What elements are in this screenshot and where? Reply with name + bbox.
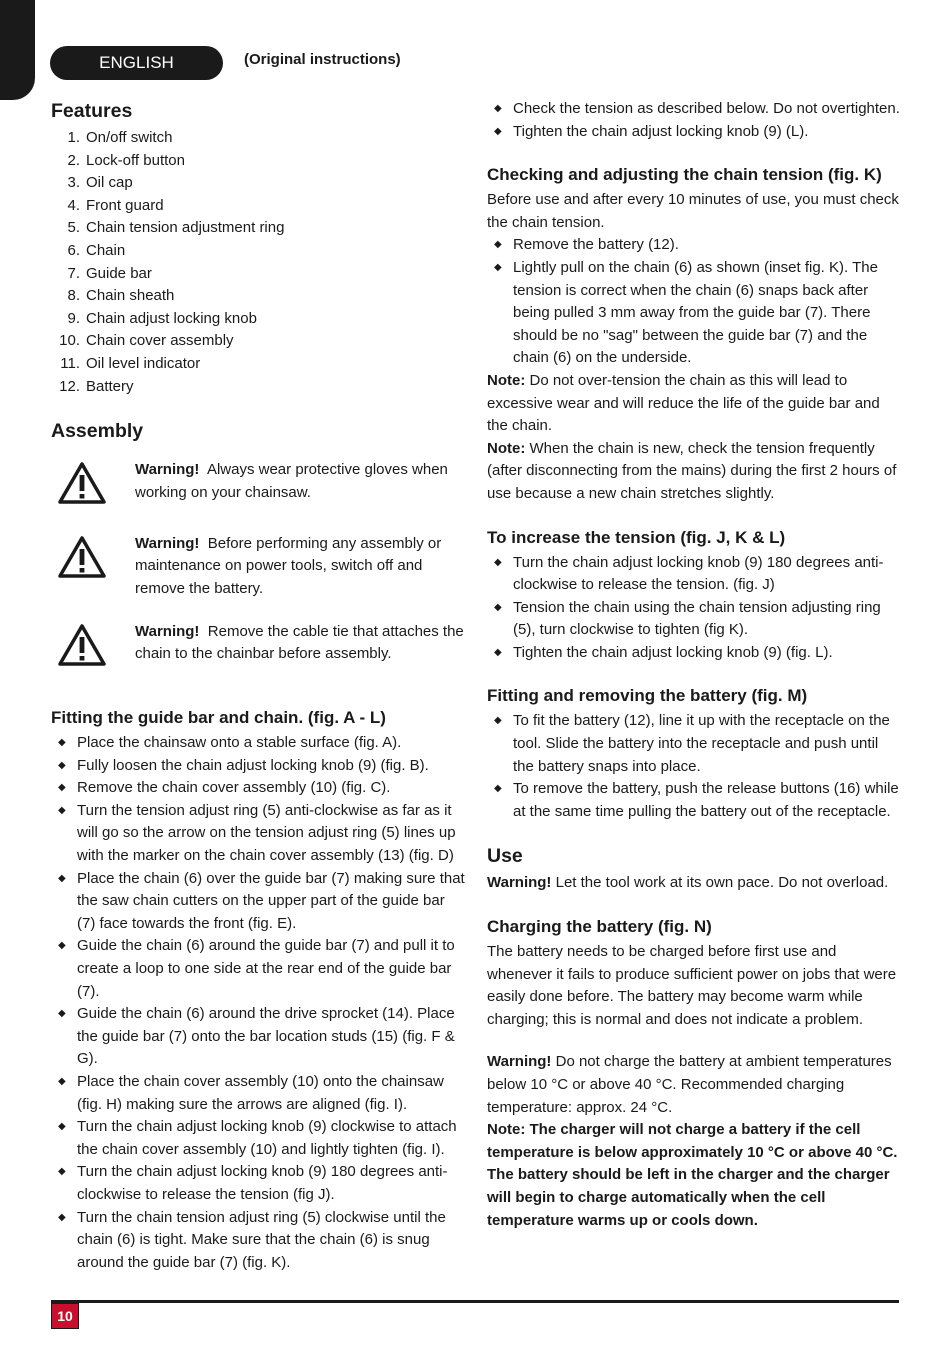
features-list [51, 127, 466, 398]
feature-label: Lock-off button [86, 151, 185, 169]
charging-heading: Charging the battery (fig. N) [487, 917, 712, 937]
list-item [51, 777, 466, 800]
diamond-bullet-icon: ◆ [58, 1211, 66, 1223]
list-item [51, 1116, 466, 1161]
list-item [51, 1207, 466, 1275]
checking-heading: Checking and adjusting the chain tension (fig. K) [487, 165, 882, 185]
feature-item [51, 308, 466, 331]
note-label: Note: [487, 1121, 526, 1139]
diamond-bullet-icon: ◆ [494, 646, 502, 658]
charging-warning [487, 1051, 902, 1119]
warning-triangle-icon [51, 459, 135, 513]
diamond-bullet-icon: ◆ [494, 125, 502, 137]
diamond-bullet-icon: ◆ [58, 940, 66, 952]
feature-number: 8. [67, 287, 80, 305]
feature-item [51, 285, 466, 308]
list-item-text: To remove the battery, push the release buttons (16) while at the same time pulling the battery out of the receptacle. [513, 780, 899, 820]
list-item [51, 800, 466, 868]
warning-text: Always wear protective gloves when working on your chainsaw. [135, 461, 448, 501]
list-item [487, 642, 902, 665]
warning-block [51, 621, 466, 675]
list-item [51, 868, 466, 936]
list-item-text: Place the chainsaw onto a stable surface (fig. A). [77, 734, 402, 752]
diamond-bullet-icon: ◆ [58, 737, 66, 749]
list-item [487, 121, 902, 144]
diamond-bullet-icon: ◆ [58, 1008, 66, 1020]
diamond-bullet-icon: ◆ [58, 1121, 66, 1133]
feature-label: On/off switch [86, 129, 173, 146]
diamond-bullet-icon: ◆ [494, 783, 502, 795]
feature-label: Chain [86, 241, 126, 259]
feature-number: 4. [67, 196, 80, 214]
diamond-bullet-icon: ◆ [58, 1166, 66, 1178]
list-item [51, 1071, 466, 1116]
feature-label: Oil cap [86, 174, 133, 192]
list-item-text: Tension the chain using the chain tension adjusting ring (5), turn clockwise to tighten (fig K). [513, 598, 881, 639]
list-item-text: Turn the tension adjust ring (5) anti-clockwise as far as it will go so the arrow on the tension adjust ring (5) lines up with the marker on the chain cover assembly (13) (fig. D) [77, 801, 456, 865]
feature-label: Guide bar [86, 264, 152, 282]
fitting-guide-steps-continued [487, 98, 902, 143]
diamond-bullet-icon: ◆ [494, 103, 502, 114]
feature-item [51, 240, 466, 263]
page-number: 10 [51, 1303, 79, 1329]
warning-text: Before performing any assembly or maintenance on power tools, switch off and remove the battery. [135, 534, 442, 597]
diamond-bullet-icon: ◆ [494, 601, 502, 613]
feature-number: 2. [67, 151, 80, 169]
diamond-bullet-icon: ◆ [58, 804, 66, 816]
list-item-text: Guide the chain (6) around the drive sprocket (14). Place the guide bar (7) onto the bar location studs (15) (fig. F & G). [77, 1005, 455, 1068]
warning-label: Warning! [487, 874, 552, 892]
feature-number: 1. [67, 129, 80, 146]
diamond-bullet-icon: ◆ [58, 759, 66, 771]
battery-fit-steps [487, 710, 902, 823]
note-text: The charger will not charge a battery if the cell temperature is below approximately 10 °C or above 40 °C. The battery should be left in the charger and the charger will begin to charge automatically when the cell temperature warms up or cools down. [487, 1121, 898, 1229]
feature-item [51, 376, 466, 399]
diamond-bullet-icon: ◆ [494, 556, 502, 568]
warning-block [51, 533, 466, 601]
list-item [51, 935, 466, 1003]
diamond-bullet-icon: ◆ [58, 872, 66, 884]
assembly-heading: Assembly [51, 420, 144, 443]
warning-label: Warning! [135, 461, 200, 479]
right-column [487, 98, 902, 1232]
feature-number: 11. [60, 354, 80, 372]
feature-item [51, 172, 466, 195]
list-item [51, 732, 466, 755]
list-item [51, 1003, 466, 1071]
warning-text: Let the tool work at its own pace. Do not overload. [555, 874, 889, 892]
list-item [487, 257, 902, 370]
diamond-bullet-icon: ◆ [494, 239, 502, 251]
feature-label: Battery [86, 377, 134, 395]
feature-number: 7. [67, 264, 80, 282]
list-item-text: Tighten the chain adjust locking knob (9) (L). [513, 122, 809, 140]
checking-intro: Before use and after every 10 minutes of use, you must check the chain tension. [487, 191, 899, 231]
assembly-warnings [51, 459, 466, 674]
list-item-text: Turn the chain adjust locking knob (9) 180 degrees anti-clockwise to release the tension (fig J). [77, 1163, 448, 1203]
feature-number: 3. [67, 174, 80, 192]
list-item [487, 98, 902, 121]
feature-item [51, 330, 466, 353]
list-item [487, 778, 902, 823]
feature-label: Chain sheath [86, 287, 175, 305]
note-label: Note: [487, 439, 526, 457]
list-item-text: Turn the chain tension adjust ring (5) clockwise until the chain (6) is tight. Make sure that the chain (6) is snug around the guide bar (7) (fig. K). [77, 1208, 446, 1271]
page-edge-tab [0, 0, 35, 100]
original-instructions-label: (Original instructions) [244, 51, 401, 68]
footer-rule [51, 1300, 899, 1303]
feature-label: Chain tension adjustment ring [86, 219, 285, 237]
fitting-guide-heading: Fitting the guide bar and chain. (fig. A - L) [51, 708, 386, 728]
feature-item [51, 150, 466, 173]
list-item-text: Fully loosen the chain adjust locking knob (9) (fig. B). [77, 756, 429, 774]
feature-item [51, 353, 466, 376]
warning-block [51, 459, 466, 513]
diamond-bullet-icon: ◆ [58, 1076, 66, 1087]
use-warning [487, 872, 902, 895]
increase-steps [487, 552, 902, 665]
list-item [487, 597, 902, 642]
battery-fit-heading: Fitting and removing the battery (fig. M) [487, 686, 808, 706]
note-text: When the chain is new, check the tension frequently (after disconnecting from the mains) during the first 2 hours of use because a new chain stretches slightly. [487, 439, 897, 502]
charging-paragraph: The battery needs to be charged before first use and whenever it fails to produce sufficient power on jobs that were easily done before. The battery may become warm while charging; this is normal and does not indicate a problem. [487, 943, 897, 1028]
list-item [487, 234, 902, 257]
list-item-text: Remove the battery (12). [513, 236, 679, 254]
checking-note-2 [487, 438, 902, 506]
feature-number: 12. [59, 377, 80, 395]
diamond-bullet-icon: ◆ [58, 782, 66, 794]
feature-item [51, 263, 466, 286]
feature-number: 9. [67, 309, 80, 327]
list-item-text: Turn the chain adjust locking knob (9) clockwise to attach the chain cover assembly (10) and lightly tighten (fig. I). [77, 1118, 457, 1158]
feature-label: Chain adjust locking knob [86, 309, 257, 327]
charging-note [487, 1119, 902, 1232]
warning-triangle-icon [51, 621, 135, 675]
list-item-text: Place the chain (6) over the guide bar (7) making sure that the saw chain cutters on the upper part of the guide bar (7) face towards the front (fig. E). [77, 869, 465, 932]
warning-triangle-icon [51, 533, 135, 601]
warning-text: Remove the cable tie that attaches the chain to the chainbar before assembly. [135, 622, 464, 663]
list-item [51, 1161, 466, 1206]
list-item-text: Remove the chain cover assembly (10) (fig. C). [77, 779, 391, 797]
list-item-text: Tighten the chain adjust locking knob (9) (fig. L). [513, 643, 833, 661]
feature-number: 6. [67, 241, 80, 259]
list-item-text: Turn the chain adjust locking knob (9) 180 degrees anti-clockwise to release the tension. (fig. J) [513, 553, 884, 594]
note-text: Do not over-tension the chain as this will lead to excessive wear and will reduce the life of the guide bar and the chain. [487, 371, 880, 435]
diamond-bullet-icon: ◆ [494, 261, 502, 273]
features-heading: Features [51, 100, 133, 122]
list-item-text: Lightly pull on the chain (6) as shown (inset fig. K). The tension is correct when the chain (6) snaps back after being pulled 3 mm away from the guide bar (7). There should be no "sag" between the guide bar (7) and the chain (6) on the underside. [513, 258, 878, 367]
warning-text: Do not charge the battery at ambient temperatures below 10 °C or above 40 °C. Recommended charging temperature: approx. 24 °C. [487, 1053, 892, 1116]
list-item-text: Guide the chain (6) around the guide bar (7) and pull it to create a loop to one side at the rear end of the guide bar (7). [77, 937, 455, 1000]
list-item-text: Check the tension as described below. Do not overtighten. [513, 100, 900, 117]
list-item [51, 755, 466, 778]
note-label: Note: [487, 371, 526, 389]
language-tab: ENGLISH [50, 46, 223, 80]
feature-item [51, 195, 466, 218]
feature-number: 10. [59, 332, 80, 350]
list-item-text: Place the chain cover assembly (10) onto the chainsaw (fig. H) making sure the arrows are aligned (fig. I). [77, 1073, 444, 1113]
checking-note-1 [487, 370, 902, 438]
checking-steps [487, 234, 902, 370]
feature-number: 5. [67, 219, 80, 237]
fitting-guide-steps [51, 732, 466, 1274]
feature-item [51, 127, 466, 150]
list-item [487, 552, 902, 597]
feature-label: Oil level indicator [86, 354, 201, 372]
diamond-bullet-icon: ◆ [494, 715, 502, 727]
warning-label: Warning! [487, 1053, 552, 1071]
use-heading: Use [487, 845, 523, 868]
feature-label: Front guard [86, 196, 164, 214]
feature-item [51, 217, 466, 240]
list-item-text: To fit the battery (12), line it up with the receptacle on the tool. Slide the battery into the receptacle and push until the battery snaps into place. [513, 712, 890, 775]
list-item [487, 710, 902, 778]
warning-label: Warning! [135, 622, 200, 640]
warning-label: Warning! [135, 534, 200, 552]
left-column [51, 98, 466, 1274]
feature-label: Chain cover assembly [86, 332, 234, 350]
increase-heading: To increase the tension (fig. J, K & L) [487, 527, 786, 547]
